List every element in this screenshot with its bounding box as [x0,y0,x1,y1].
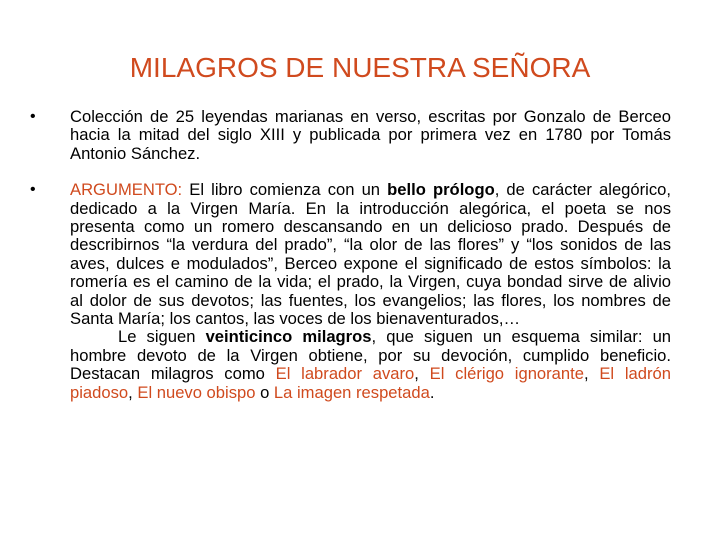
separator: o [255,382,274,402]
milagro-title-clerigo: El clérigo ignorante [429,364,584,384]
slide-title: MILAGROS DE NUESTRA SEÑORA [129,52,591,83]
bullet-list [30,108,671,420]
separator: , [583,364,600,384]
bullet-item-argumento [30,181,671,402]
milagro-title-imagen: La imagen respetada [273,382,430,402]
milagros-paragraph [70,328,671,402]
bullet-icon: • [30,181,36,199]
milagros-text: , que siguen un esquema similar: un hombre devoto de la Virgen obtiene, por su devoción, cumplido beneficio. Destacan milagros como [70,327,672,384]
bullet-text: Colección de 25 leyendas marianas en verso, escritas por Gonzalo de Berceo hacia la mitad del siglo XIII y publicada por primera vez en 1780 por Tomás Antonio Sánchez. [70,107,671,163]
argumento-text: El libro comienza con un [182,180,388,200]
milagro-title-labrador: El labrador avaro [275,364,415,384]
milagros-intro: Le siguen [118,327,206,347]
milagro-title-ladron: El ladrón piadoso [70,364,671,402]
milagros-count-term: veinticinco milagros [205,327,372,347]
argumento-label: ARGUMENTO: [70,180,183,200]
bullet-icon: • [30,108,36,125]
bullet-item-coleccion [30,108,671,163]
milagro-title-obispo: El nuevo obispo [137,382,256,402]
separator: , [128,382,138,402]
prologo-term: bello prólogo [387,180,495,200]
final-period: . [429,382,435,402]
separator: , [414,364,430,384]
argumento-text-cont: , de carácter alegórico, dedicado a la Virgen María. En la introducción alegórica, el poeta se nos presenta como un romero descansando en un delicioso prado. Después de describirnos “la verdura del prado”, “la olor de las flores” y “los sonidos de las aves, dulces e modulados”, Berceo expone el significado de estos símbolos: la romería es el camino de la vida; el prado, la Virgen, cuya bondad sirve de alivio al dolor de sus devotos; las fuentes, los evangelios; las flores, los nombres de Santa María; los cantos, las voces de los bienaventurados,… [70,180,671,329]
